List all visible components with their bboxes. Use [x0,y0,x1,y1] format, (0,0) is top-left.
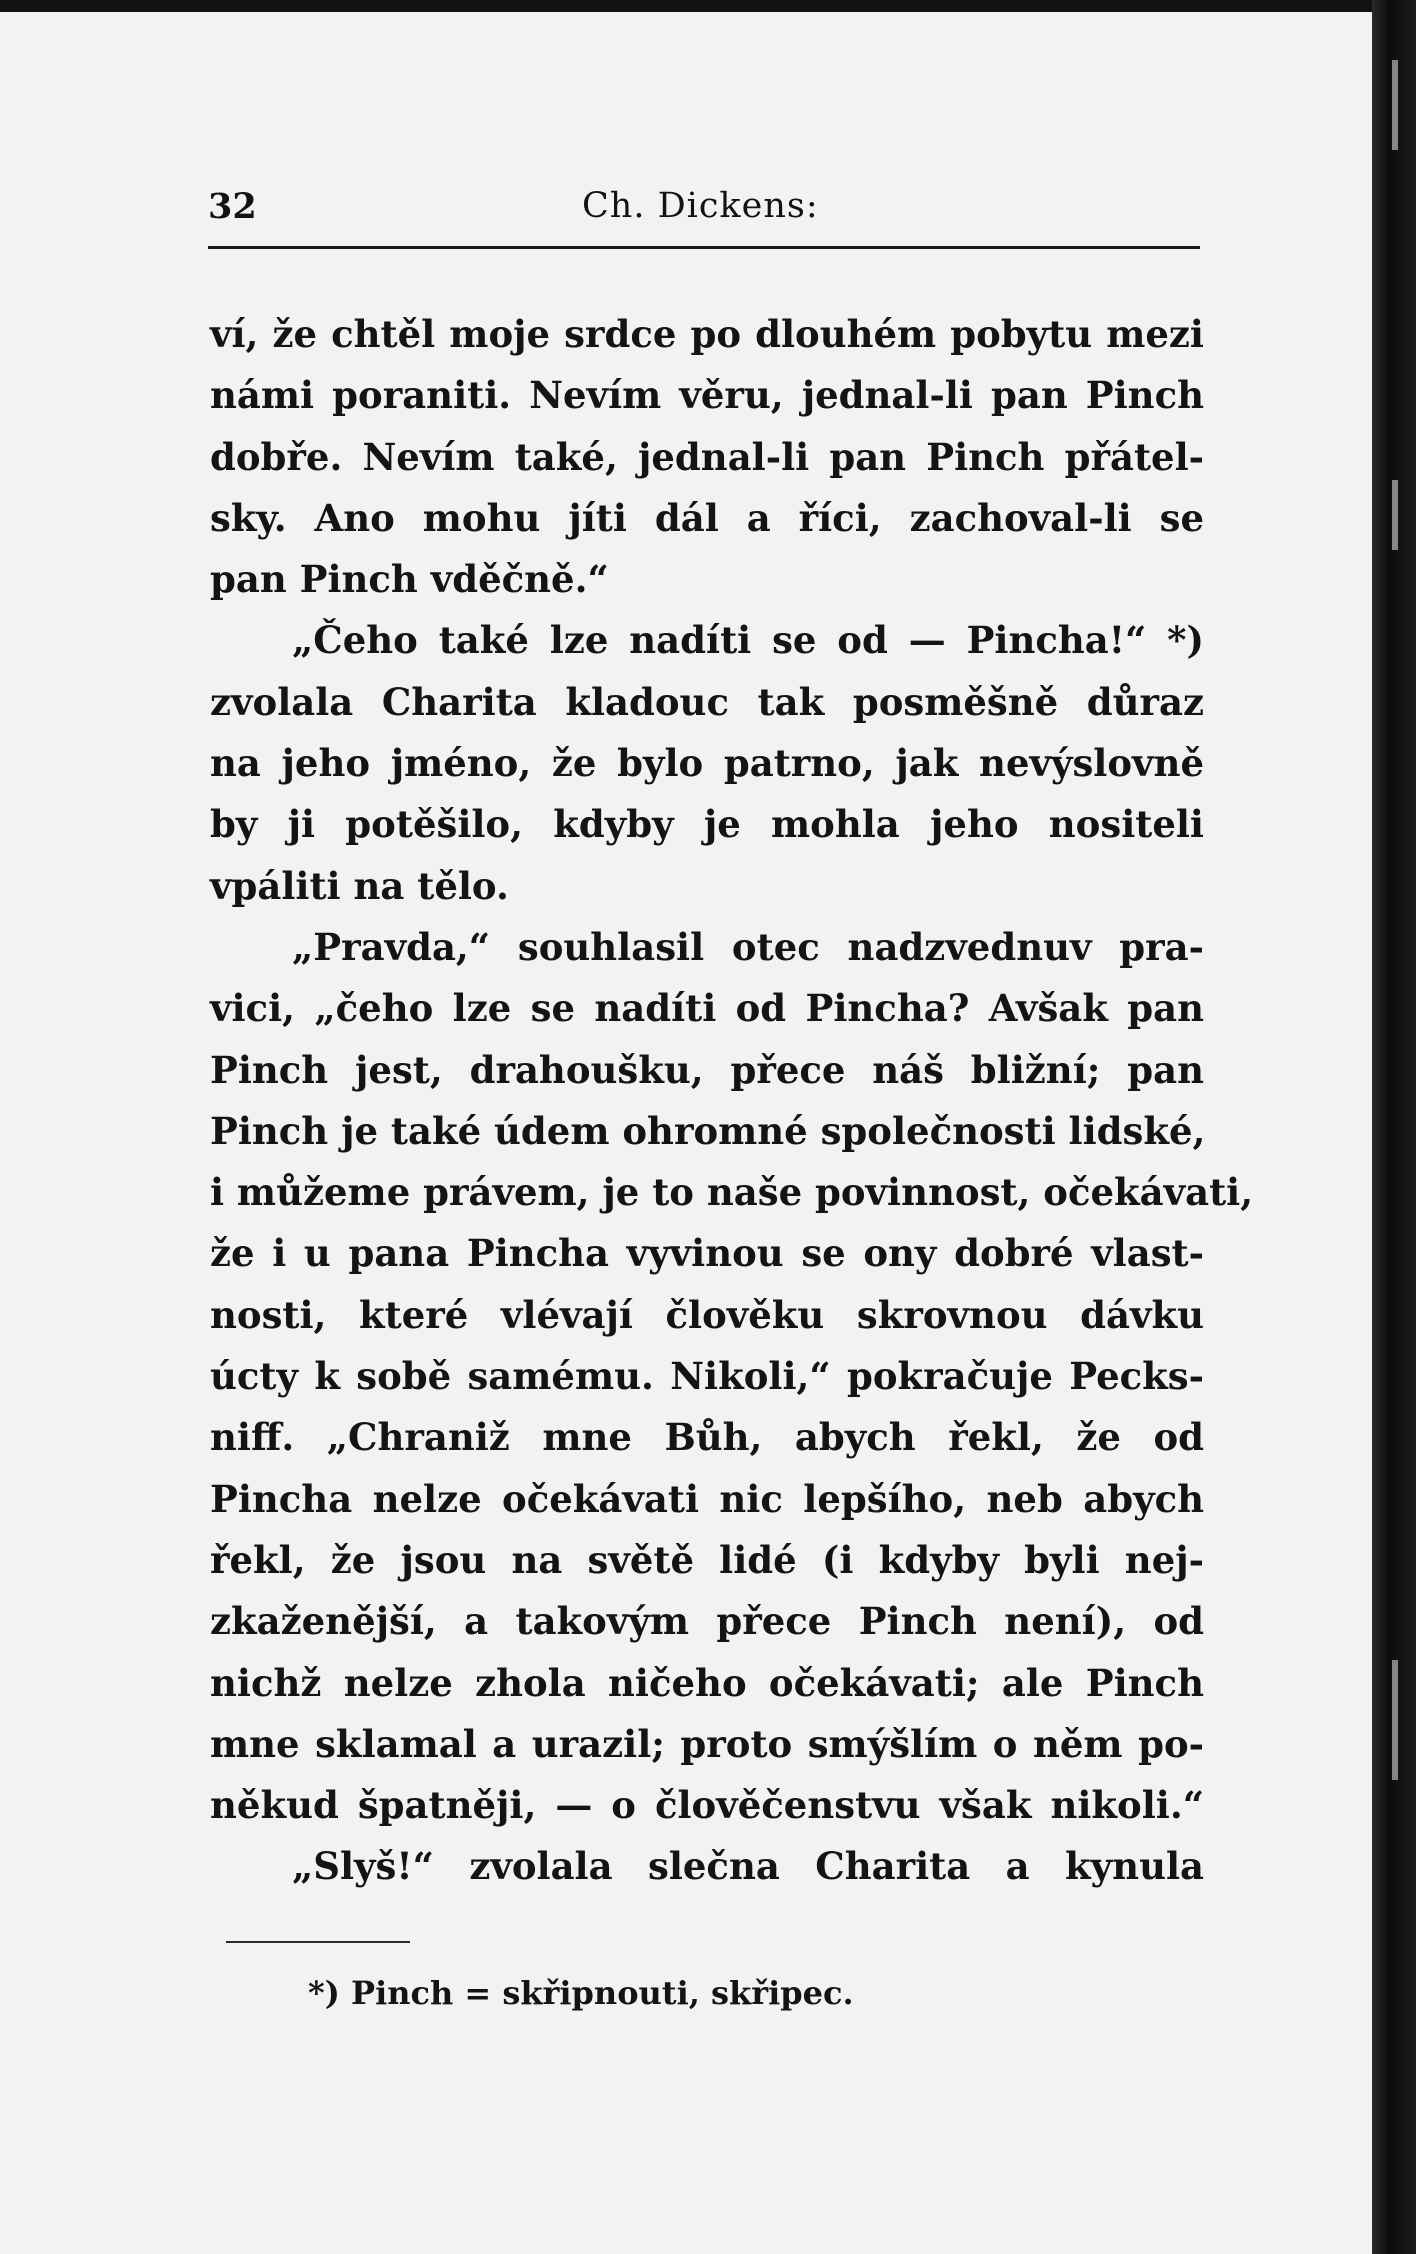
text-line: by ji potěšilo, kdyby je mohla jeho nositeli [210,802,1204,847]
text-line: pan Pinch vděčně.“ [210,557,609,602]
spine-mark [1392,60,1398,150]
text-line: zvolala Charita kladouc tak posměšně důraz [210,679,1204,724]
page-number: 32 [208,186,257,227]
body-text [210,304,1254,1898]
header-rule [208,246,1200,249]
text-line: zkaženější, a takovým přece Pinch není), od [210,1599,1204,1644]
text-line: že i u pana Pincha vyvinou se ony dobré vlast- [210,1231,1204,1276]
footnote-rule [226,1941,410,1943]
book-spine-edge [1372,0,1416,2254]
text-line: vpáliti na tělo. [210,863,509,908]
text-line: nichž nelze zhola ničeho očekávati; ale Pinch [210,1660,1204,1705]
text-line: „Slyš!“ zvolala slečna Charita a kynula [292,1844,1204,1889]
text-line: i můžeme právem, je to naše povinnost, očekávati, [210,1170,1254,1215]
text-line: „Pravda,“ souhlasil otec nadzvednuv pra- [292,924,1204,969]
text-line: námi poraniti. Nevím věru, jednal-li pan Pinch [210,373,1204,418]
text-line: Pincha nelze očekávati nic lepšího, neb abych [210,1476,1204,1521]
text-line: řekl, že jsou na světě lidé (i kdyby byli nej- [210,1537,1204,1582]
text-line: sky. Ano mohu jíti dál a říci, zachoval-li se [210,495,1204,540]
spine-mark [1392,480,1398,550]
footnote: *) Pinch = skřipnouti, skřipec. [308,1974,854,2012]
text-line: niff. „Chraniž mne Bůh, abych řekl, že od [210,1415,1204,1460]
text-line: „Čeho také lze nadíti se od — Pincha!“ *) [292,618,1204,663]
text-line: na jeho jméno, že bylo patrno, jak nevýslovně [210,741,1204,786]
text-line: někud špatněji, — o člověčenstvu však nikoli.“ [210,1783,1204,1828]
running-title: Ch. Dickens: [582,186,819,226]
text-line: Pinch jest, drahoušku, přece náš bližní; pan [210,1047,1204,1092]
text-line: nosti, které vlévají člověku skrovnou dávku [210,1292,1204,1337]
text-line: dobře. Nevím také, jednal-li pan Pinch přátel- [210,434,1204,479]
text-line: ví, že chtěl moje srdce po dlouhém pobytu mezi [210,312,1204,356]
book-page [0,12,1372,2254]
text-line: vici, „čeho lze se nadíti od Pincha? Avšak pan [210,986,1204,1031]
text-line: Pinch je také údem ohromné společnosti lidské, [210,1108,1206,1153]
running-head [208,180,1198,236]
spine-mark [1392,1660,1398,1780]
text-line: mne sklamal a urazil; proto smýšlím o něm po- [210,1721,1204,1766]
text-line: úcty k sobě samému. Nikoli,“ pokračuje Pecks- [210,1354,1204,1399]
